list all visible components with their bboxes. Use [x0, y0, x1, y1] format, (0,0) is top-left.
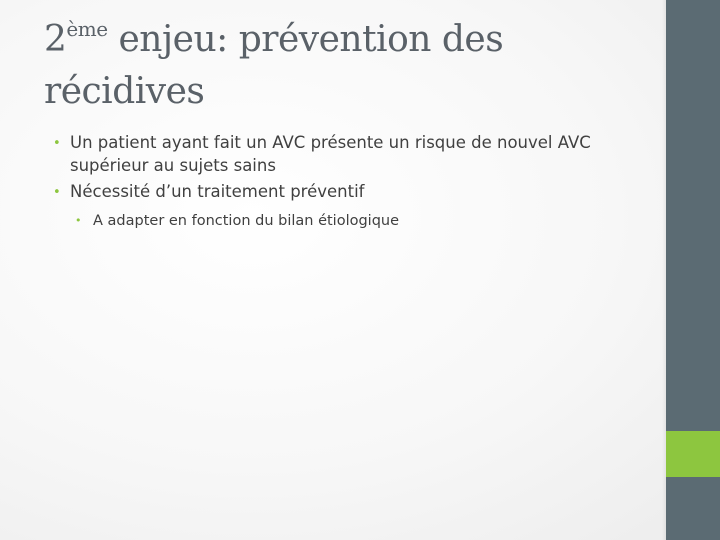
slide-title — [44, 14, 644, 118]
sub-bullet-item — [75, 211, 653, 231]
sub-bullet-icon: • — [75, 214, 82, 227]
bullet-item — [53, 180, 653, 203]
bullet-item — [53, 131, 653, 177]
bullet-text: Un patient ayant fait un AVC présente un risque de nouvel AVC supérieur au sujets sains — [70, 133, 591, 175]
title-text: enjeu: prévention des récidives — [44, 19, 504, 112]
sidebar-accent-block — [666, 431, 720, 477]
bullet-list — [53, 131, 653, 231]
sub-bullet-text: A adapter en fonction du bilan étiologique — [93, 213, 400, 229]
bullet-text: Nécessité d’un traitement préventif — [70, 182, 365, 201]
title-number: 2 — [44, 19, 67, 60]
title-superscript: ème — [66, 17, 108, 41]
bullet-icon: • — [53, 136, 61, 151]
bullet-icon: • — [53, 185, 61, 200]
